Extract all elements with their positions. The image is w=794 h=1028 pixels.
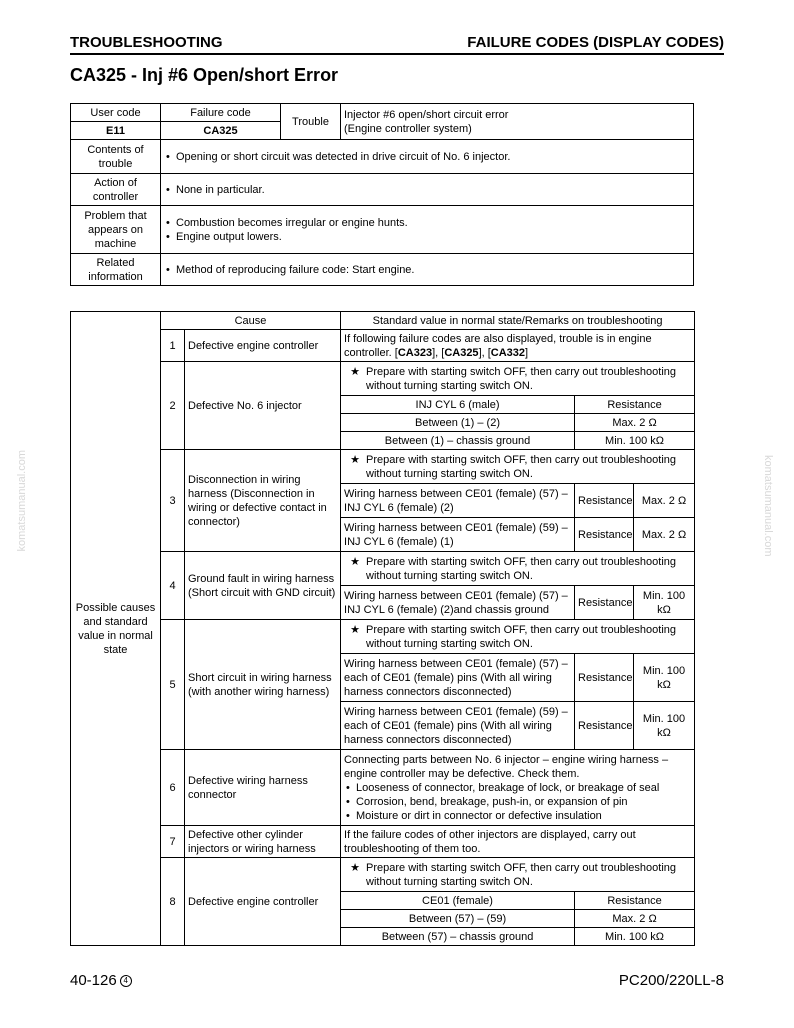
- measure-point: Wiring harness between CE01 (female) (59) – each of CE01 (female) pins (With all wiring harness connectors disconnected): [341, 702, 575, 750]
- cause-remark: If following failure codes are also displayed, trouble is in engine controller. [CA323], [CA325], [CA332]: [341, 330, 695, 362]
- info-row-value: • None in particular.: [161, 174, 694, 206]
- measure-point: Wiring harness between CE01 (female) (57) – each of CE01 (female) pins (With all wiring harness connectors disconnected): [341, 654, 575, 702]
- info-row-label: Action of controller: [71, 174, 161, 206]
- cause-remark: Connecting parts between No. 6 injector – engine wiring harness – engine controller may be defective. Check them. • Looseness of connector, breakage of lock, or breakage of seal • Corrosion, bend, breakage, push-in, or expansion of pin • Moisture or dirt in connector or defective insulation: [341, 750, 695, 826]
- measure-col-header: Resistance: [575, 892, 695, 910]
- measure-type: Resistance: [575, 484, 634, 518]
- prepare-note: ★ Prepare with starting switch OFF, then carry out troubleshooting without turning starting switch ON.: [341, 362, 695, 396]
- measure-value: Max. 2 Ω: [634, 518, 695, 552]
- measure-point: Wiring harness between CE01 (female) (59) – INJ CYL 6 (female) (1): [341, 518, 575, 552]
- cause-number: 7: [161, 826, 185, 858]
- header-chapter: FAILURE CODES (DISPLAY CODES): [467, 34, 724, 51]
- user-code: E11: [71, 122, 161, 140]
- prepare-note: ★ Prepare with starting switch OFF, then carry out troubleshooting without turning starting switch ON.: [341, 858, 695, 892]
- model-name: PC200/220LL-8: [618, 972, 724, 989]
- cause-number: 2: [161, 362, 185, 450]
- possible-causes-label: Possible causes and standard value in normal state: [71, 312, 161, 946]
- cause-name: Defective No. 6 injector: [185, 362, 341, 450]
- info-row-value: • Opening or short circuit was detected in drive circuit of No. 6 injector.: [161, 140, 694, 174]
- measure-value: Max. 2 Ω: [575, 414, 695, 432]
- trouble-text: Injector #6 open/short circuit error (Engine controller system): [341, 104, 694, 140]
- cause-number: 5: [161, 620, 185, 750]
- cause-number: 4: [161, 552, 185, 620]
- measure-point: Wiring harness between CE01 (female) (57) – INJ CYL 6 (female) (2): [341, 484, 575, 518]
- cause-name: Defective engine controller: [185, 330, 341, 362]
- measure-point: Between (57) – chassis ground: [341, 928, 575, 946]
- page-title: CA325 - Inj #6 Open/short Error: [70, 65, 339, 85]
- measure-col-header: CE01 (female): [341, 892, 575, 910]
- measure-type: Resistance: [575, 702, 634, 750]
- measure-type: Resistance: [575, 586, 634, 620]
- cause-number: 6: [161, 750, 185, 826]
- measure-point: Between (1) – (2): [341, 414, 575, 432]
- measure-point: Wiring harness between CE01 (female) (57) – INJ CYL 6 (female) (2)and chassis ground: [341, 586, 575, 620]
- cause-number: 1: [161, 330, 185, 362]
- measure-type: Resistance: [575, 518, 634, 552]
- trouble-label: Trouble: [281, 104, 341, 140]
- star-icon: ★: [350, 453, 360, 466]
- measure-value: Min. 100 kΩ: [575, 432, 695, 450]
- measure-point: Between (1) – chassis ground: [341, 432, 575, 450]
- star-icon: ★: [350, 623, 360, 636]
- cause-name: Defective wiring harness connector: [185, 750, 341, 826]
- measure-value: Min. 100 kΩ: [575, 928, 695, 946]
- page-header: [70, 33, 724, 55]
- star-icon: ★: [350, 861, 360, 874]
- cause-number: 8: [161, 858, 185, 946]
- cause-name: Disconnection in wiring harness (Disconnection in wiring or defective contact in connector): [185, 450, 341, 552]
- star-icon: ★: [350, 555, 360, 568]
- watermark-left: komatsumanual.com: [16, 450, 28, 552]
- star-icon: ★: [350, 365, 360, 378]
- failure-code: CA325: [161, 122, 281, 140]
- measure-col-header: INJ CYL 6 (male): [341, 396, 575, 414]
- info-table: [70, 103, 694, 286]
- measure-value: Min. 100 kΩ: [634, 586, 695, 620]
- cause-header: Cause: [161, 312, 341, 330]
- info-row-value: • Combustion becomes irregular or engine hunts. • Engine output lowers.: [161, 206, 694, 254]
- measure-value: Min. 100 kΩ: [634, 702, 695, 750]
- prepare-note: ★ Prepare with starting switch OFF, then carry out troubleshooting without turning starting switch ON.: [341, 450, 695, 484]
- cause-remark: If the failure codes of other injectors are displayed, carry out troubleshooting of them too.: [341, 826, 695, 858]
- watermark-right: komatsumanual.com: [762, 455, 774, 557]
- causes-table: [70, 311, 695, 946]
- measure-type: Resistance: [575, 654, 634, 702]
- info-row-label: Related information: [71, 254, 161, 286]
- measure-value: Max. 2 Ω: [634, 484, 695, 518]
- info-row-label: Problem that appears on machine: [71, 206, 161, 254]
- cause-name: Defective engine controller: [185, 858, 341, 946]
- measure-value: Min. 100 kΩ: [634, 654, 695, 702]
- cause-number: 3: [161, 450, 185, 552]
- prepare-note: ★ Prepare with starting switch OFF, then carry out troubleshooting without turning starting switch ON.: [341, 552, 695, 586]
- measure-col-header: Resistance: [575, 396, 695, 414]
- page-number: 40-126 4: [70, 972, 132, 989]
- measure-value: Max. 2 Ω: [575, 910, 695, 928]
- revision-mark: 4: [120, 975, 132, 987]
- measure-point: Between (57) – (59): [341, 910, 575, 928]
- cause-name: Defective other cylinder injectors or wiring harness: [185, 826, 341, 858]
- user-code-label: User code: [71, 104, 161, 122]
- info-row-label: Contents of trouble: [71, 140, 161, 174]
- prepare-note: ★ Prepare with starting switch OFF, then carry out troubleshooting without turning starting switch ON.: [341, 620, 695, 654]
- cause-name: Ground fault in wiring harness (Short circuit with GND circuit): [185, 552, 341, 620]
- standard-header: Standard value in normal state/Remarks on troubleshooting: [341, 312, 695, 330]
- info-row-value: • Method of reproducing failure code: Start engine.: [161, 254, 694, 286]
- header-section: TROUBLESHOOTING: [70, 34, 223, 51]
- cause-name: Short circuit in wiring harness (with another wiring harness): [185, 620, 341, 750]
- failure-code-label: Failure code: [161, 104, 281, 122]
